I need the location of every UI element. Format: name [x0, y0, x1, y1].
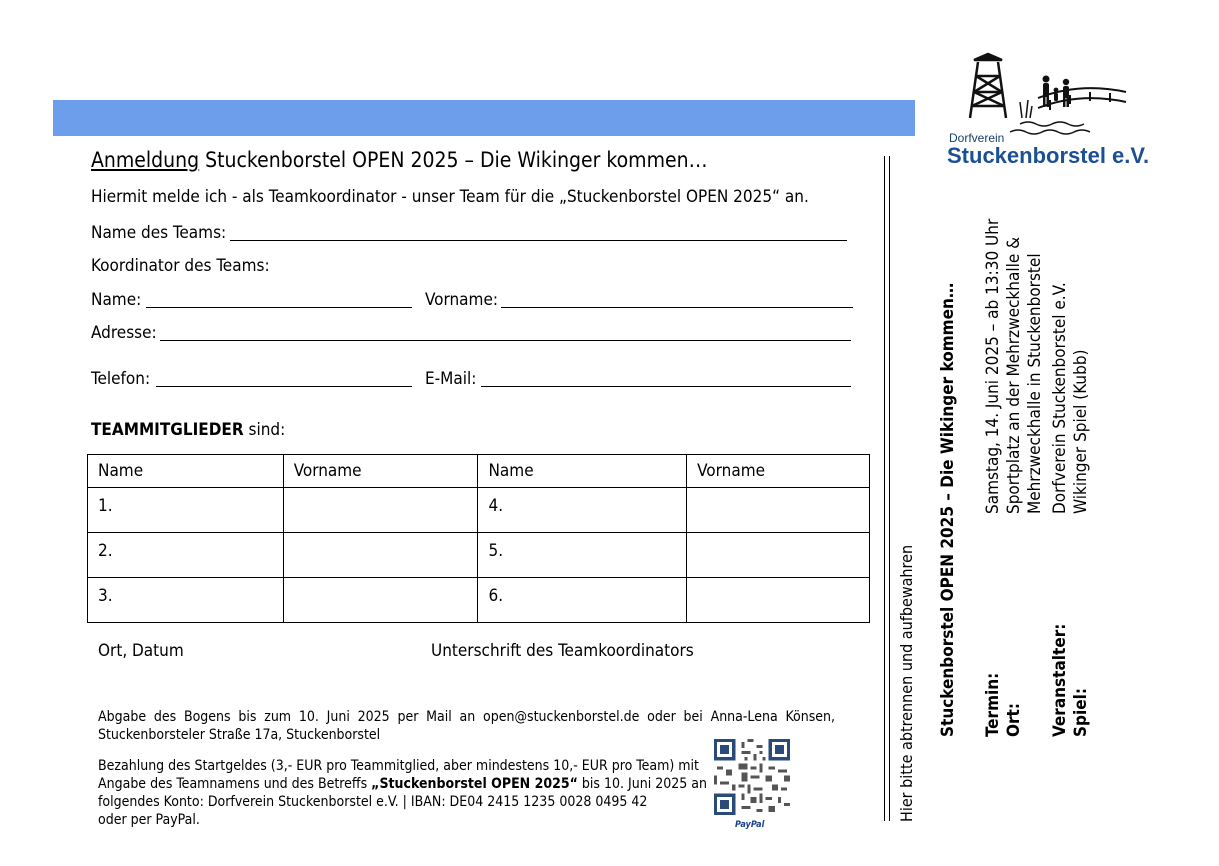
payment-subject: „Stuckenborstel OPEN 2025“: [371, 776, 578, 792]
member-cell[interactable]: 2.: [88, 533, 284, 578]
member-cell[interactable]: [283, 488, 478, 533]
termin-label: Termin:: [983, 672, 1003, 737]
game-value: Wikinger Spiel (Kubb): [1071, 349, 1091, 514]
ort-label: Ort:: [1004, 703, 1024, 737]
member-cell[interactable]: 5.: [478, 533, 687, 578]
firstname-label: Vorname:: [425, 290, 499, 310]
name-field[interactable]: [146, 307, 412, 308]
payment-line-2a: Angabe des Teamnamens und des Betreffs: [98, 776, 372, 792]
ort-value-2: Mehrzweckhalle in Stuckenborstel: [1025, 253, 1045, 514]
member-cell[interactable]: 4.: [478, 488, 687, 533]
cut-note: Hier bitte abtrennen und aufbewahren: [897, 544, 916, 822]
intro-text: Hiermit melde ich - als Teamkoordinator - unser Team für die „Stuckenborstel OPEN 2025“ an.: [91, 187, 809, 207]
place-date-label: Ort, Datum: [98, 641, 184, 661]
club-logo-graphic: [960, 52, 1132, 140]
paypal-label: PayPal: [735, 820, 765, 830]
header-name-2: Name: [478, 455, 687, 488]
table-row: [88, 533, 870, 578]
phone-field[interactable]: [156, 386, 412, 387]
phone-label: Telefon:: [91, 369, 151, 389]
payment-line-1: Bezahlung des Startgeldes (3,- EUR pro Teammitglied, aber mindestens 10,- EUR pro Team) mit: [98, 758, 699, 774]
member-cell[interactable]: 6.: [478, 578, 687, 623]
member-cell[interactable]: [283, 578, 478, 623]
submission-line-1: Abgabe des Bogens bis zum 10. Juni 2025 per Mail an open@stuckenborstel.de oder bei Anna-Lena Könsen,: [98, 709, 835, 725]
team-name-field[interactable]: [230, 240, 847, 241]
title-underlined: Anmeldung: [91, 148, 200, 172]
ort-value-1: Sportplatz an der Mehrzweckhalle &: [1004, 236, 1024, 514]
table-row: [88, 578, 870, 623]
cut-line-1: [884, 156, 885, 821]
member-cell[interactable]: 1.: [88, 488, 284, 533]
member-cell[interactable]: [687, 533, 870, 578]
address-label: Adresse:: [91, 323, 157, 343]
header-name-1: Name: [88, 455, 284, 488]
members-table: [87, 454, 870, 623]
payment-line-2: [98, 775, 708, 793]
firstname-field[interactable]: [501, 307, 853, 308]
payment-note: [98, 757, 708, 829]
payment-line-4: oder per PayPal.: [98, 812, 200, 828]
table-row: [88, 488, 870, 533]
member-cell[interactable]: 3.: [88, 578, 284, 623]
paypal-qr-code: [714, 739, 790, 815]
header-color-bar: [53, 100, 915, 136]
submission-line-2: Stuckenborsteler Straße 17a, Stuckenborstel: [98, 727, 381, 743]
name-label: Name:: [91, 290, 142, 310]
coordinator-label: Koordinator des Teams:: [91, 256, 270, 276]
members-heading: [91, 420, 285, 440]
address-field[interactable]: [160, 340, 851, 341]
form-title: [91, 148, 708, 172]
table-header-row: [88, 455, 870, 488]
logo-text-large: Stuckenborstel e.V.: [947, 143, 1150, 168]
title-rest: Stuckenborstel OPEN 2025 – Die Wikinger kommen…: [199, 148, 708, 172]
organizer-value: Dorfverein Stuckenborstel e.V.: [1050, 282, 1070, 514]
event-title: Stuckenborstel OPEN 2025 – Die Wikinger kommen…: [938, 282, 958, 737]
logo-text-small: Dorfverein: [949, 131, 1005, 145]
header-firstname-2: Vorname: [687, 455, 870, 488]
email-field[interactable]: [481, 386, 851, 387]
game-label: Spiel:: [1071, 688, 1091, 737]
members-heading-bold: TEAMMITGLIEDER: [91, 420, 244, 440]
team-name-label: Name des Teams:: [91, 223, 227, 243]
cut-line-2: [889, 156, 890, 821]
signature-label: Unterschrift des Teamkoordinators: [431, 641, 694, 661]
header-firstname-1: Vorname: [283, 455, 478, 488]
payment-line-3: folgendes Konto: Dorfverein Stuckenborstel e.V. | IBAN: DE04 2415 1235 0028 0495 42: [98, 794, 648, 810]
organizer-label: Veranstalter:: [1050, 623, 1070, 737]
member-cell[interactable]: [687, 488, 870, 533]
member-cell[interactable]: [687, 578, 870, 623]
members-heading-rest: sind:: [243, 420, 286, 440]
payment-line-2b: bis 10. Juni 2025 an: [577, 776, 707, 792]
member-cell[interactable]: [283, 533, 478, 578]
termin-value: Samstag, 14. Juni 2025 – ab 13:30 Uhr: [983, 218, 1003, 514]
email-label: E-Mail:: [425, 369, 477, 389]
